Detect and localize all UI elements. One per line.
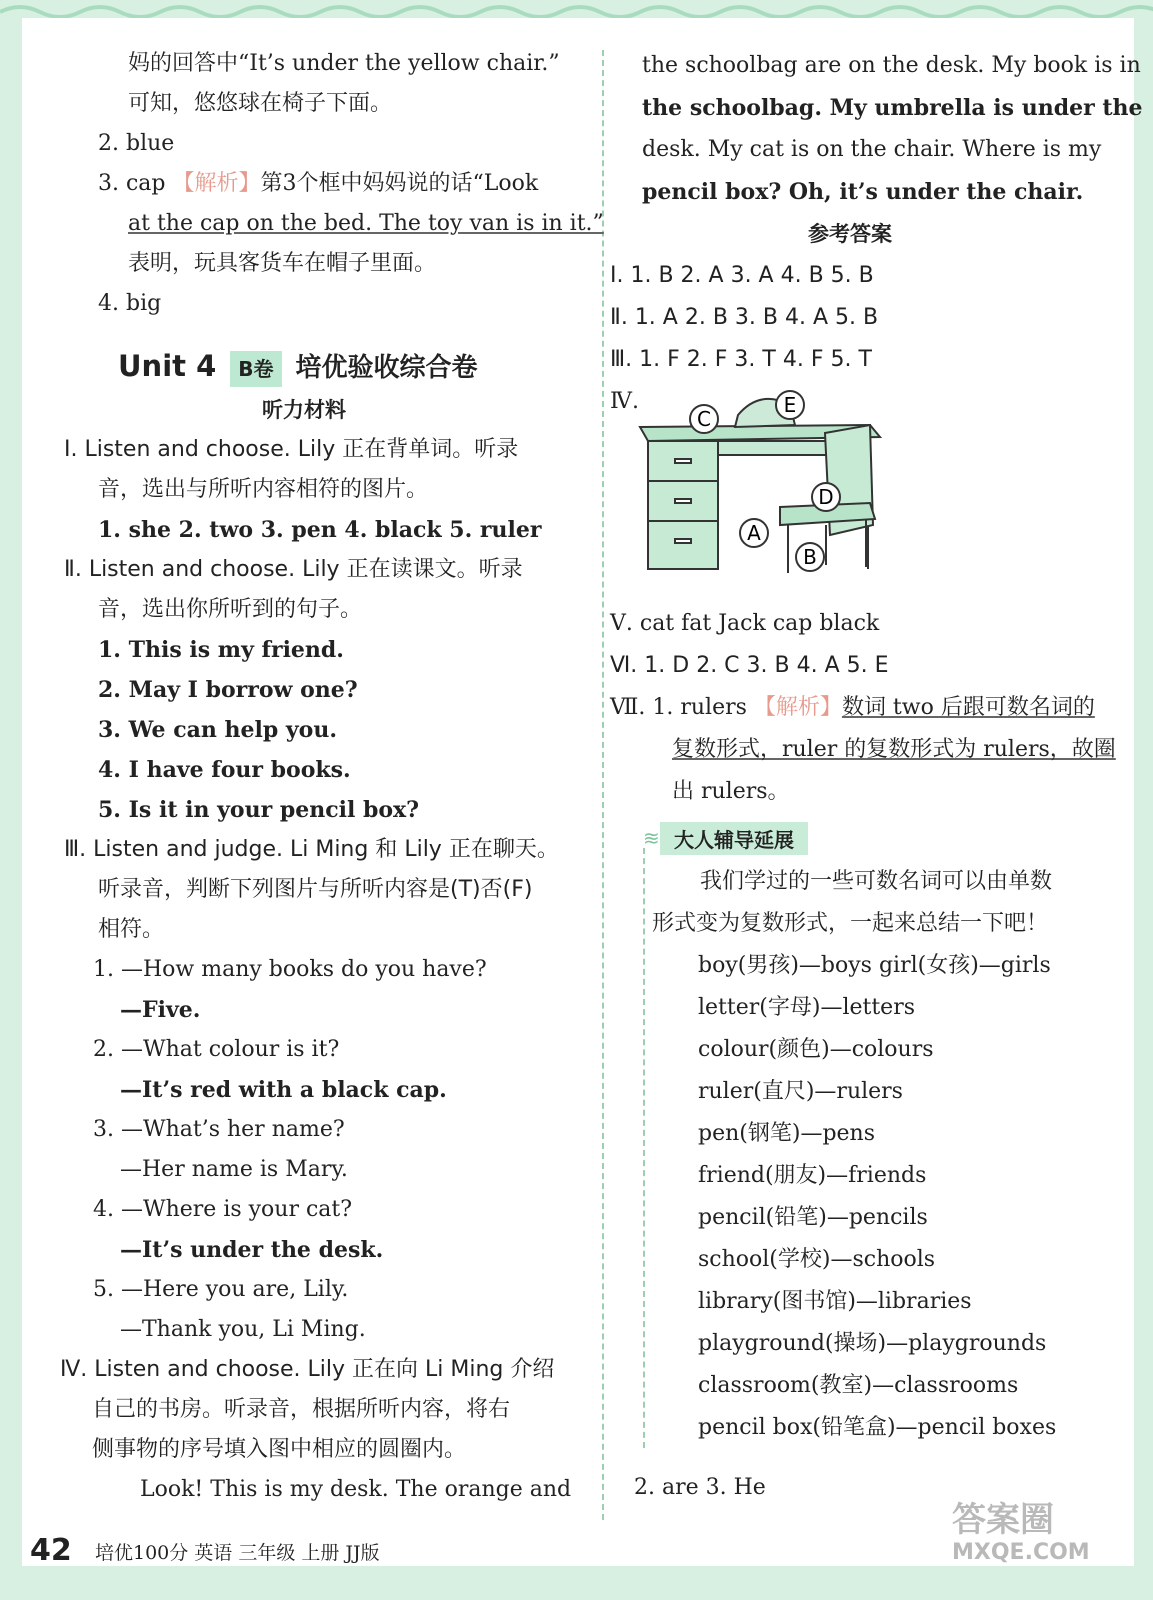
answer-row: Ⅳ. (610, 389, 639, 414)
section-4-heading: 自己的书房。听录音，根据所听内容，将右 (92, 1397, 511, 1422)
column-divider (602, 50, 604, 1520)
dialogue-line: 2. —What colour is it? (93, 1037, 340, 1062)
dialogue-line: —Thank you, Li Ming. (120, 1317, 366, 1342)
dialogue-line: 5. —Here you are, Lily. (93, 1277, 349, 1302)
section-1-heading: 音，选出与所听内容相符的图片。 (98, 477, 429, 502)
plural-item: boy(男孩)—boys girl(女孩)—girls (698, 953, 1051, 978)
watermark: 答案圈 MXQE.COM (952, 1500, 1090, 1565)
text-line: the schoolbag. My umbrella is under the (642, 95, 1143, 121)
answer-2: 2. blue (98, 131, 175, 156)
unit-heading: Unit 4 B卷 培优验收综合卷 (118, 348, 478, 388)
dialogue-line: —Five. (120, 997, 201, 1023)
circle-label: B (803, 545, 817, 569)
text-line: the schoolbag are on the desk. My book is in (642, 53, 1141, 78)
circle-label: E (783, 393, 797, 417)
text-line: 妈的回答中“It’s under the yellow chair.” (128, 51, 560, 76)
list-item: 4. I have four books. (98, 757, 351, 783)
text-line: at the cap on the bed. The toy van is in it.” (128, 211, 604, 236)
plural-item: playground(操场)—playgrounds (698, 1331, 1047, 1356)
plural-item: pencil box(铅笔盒)—pencil boxes (698, 1415, 1057, 1440)
section-3-heading: 听录音，判断下列图片与所听内容是(T)否(F) (98, 877, 533, 902)
section-3-heading: 相符。 (98, 917, 165, 942)
answer-row: Ⅱ. 1. A 2. B 3. B 4. A 5. B (610, 305, 879, 330)
extension-box (643, 848, 1125, 1448)
plural-item: classroom(教室)—classrooms (698, 1373, 1019, 1398)
analysis-tag: 【解析】 (753, 695, 842, 720)
plural-item: friend(朋友)—friends (698, 1163, 927, 1188)
section-1-heading: Ⅰ. Listen and choose. Lily 正在背单词。听录 (64, 437, 519, 462)
answer-row: Ⅴ. cat fat Jack cap black (610, 611, 880, 636)
book-info: 培优100分 英语 三年级 上册 JJ版 (95, 1542, 380, 1564)
list-item: 3. We can help you. (98, 717, 338, 743)
desk-illustration (630, 385, 900, 585)
list-item: 1. This is my friend. (98, 637, 344, 663)
text-line: desk. My cat is on the chair. Where is my (642, 137, 1102, 162)
section-4-heading: 侧事物的序号填入图中相应的圆圈内。 (92, 1437, 467, 1462)
circle-label: C (697, 407, 711, 431)
section-1-words: 1. she 2. two 3. pen 4. black 5. ruler (98, 517, 542, 543)
answer-row: Ⅵ. 1. D 2. C 3. B 4. A 5. E (610, 653, 889, 678)
list-item: 2. May I borrow one? (98, 677, 358, 703)
list-item: 5. Is it in your pencil box? (98, 797, 420, 823)
top-wave-border (0, 0, 1153, 20)
section-title: 听力材料 (262, 398, 346, 422)
wave-icon: ≋ (643, 826, 660, 850)
text-line: 可知，悠悠球在椅子下面。 (128, 91, 393, 116)
section-4-heading: Ⅳ. Listen and choose. Lily 正在向 Li Ming 介绍 (60, 1357, 555, 1382)
answer-3: 3. cap 【解析】第3个框中妈妈说的话“Look (98, 171, 539, 196)
plural-item: letter(字母)—letters (698, 995, 916, 1020)
plural-item: colour(颜色)—colours (698, 1037, 934, 1062)
answer-row: 2. are 3. He (634, 1475, 766, 1500)
analysis-tag: 【解析】 (172, 171, 261, 196)
text-line: pencil box? Oh, it’s under the chair. (642, 179, 1084, 205)
dialogue-line: —It’s red with a black cap. (120, 1077, 447, 1103)
extension-title: 大人辅导延展 (660, 822, 808, 855)
text-line: Look! This is my desk. The orange and (140, 1477, 572, 1502)
dialogue-line: 1. —How many books do you have? (93, 957, 487, 982)
answer-row: Ⅶ. 1. rulers 【解析】数词 two 后跟可数名词的 (610, 695, 1095, 720)
text-line: 复数形式，ruler 的复数形式为 rulers，故圈 (672, 737, 1116, 762)
circle-label: D (818, 485, 834, 509)
section-2-heading: Ⅱ. Listen and choose. Lily 正在读课文。听录 (64, 557, 523, 582)
plural-item: pen(钢笔)—pens (698, 1121, 875, 1146)
answer-4: 4. big (98, 291, 162, 316)
answer-row: Ⅰ. 1. B 2. A 3. A 4. B 5. B (610, 263, 874, 288)
page-number: 42 (30, 1533, 72, 1568)
answers-title: 参考答案 (808, 222, 892, 246)
answer-row: Ⅲ. 1. F 2. F 3. T 4. F 5. T (610, 347, 872, 372)
section-3-heading: Ⅲ. Listen and judge. Li Ming 和 Lily 正在聊天。 (64, 837, 559, 862)
plural-item: library(图书馆)—libraries (698, 1289, 972, 1314)
text-line: 形式变为复数形式，一起来总结一下吧！ (652, 911, 1049, 936)
dialogue-line: 3. —What’s her name? (93, 1117, 345, 1142)
plural-item: school(学校)—schools (698, 1247, 936, 1272)
dialogue-line: —It’s under the desk. (120, 1237, 384, 1263)
plural-item: pencil(铅笔)—pencils (698, 1205, 928, 1230)
text-line: 出 rulers。 (672, 779, 790, 804)
section-2-heading: 音，选出你所听到的句子。 (98, 597, 363, 622)
plural-item: ruler(直尺)—rulers (698, 1079, 903, 1104)
dialogue-line: —Her name is Mary. (120, 1157, 348, 1182)
dialogue-line: 4. —Where is your cat? (93, 1197, 353, 1222)
text-line: 我们学过的一些可数名词可以由单数 (700, 869, 1053, 894)
text-line: 表明，玩具客货车在帽子里面。 (128, 251, 437, 276)
circle-label: A (747, 521, 761, 545)
